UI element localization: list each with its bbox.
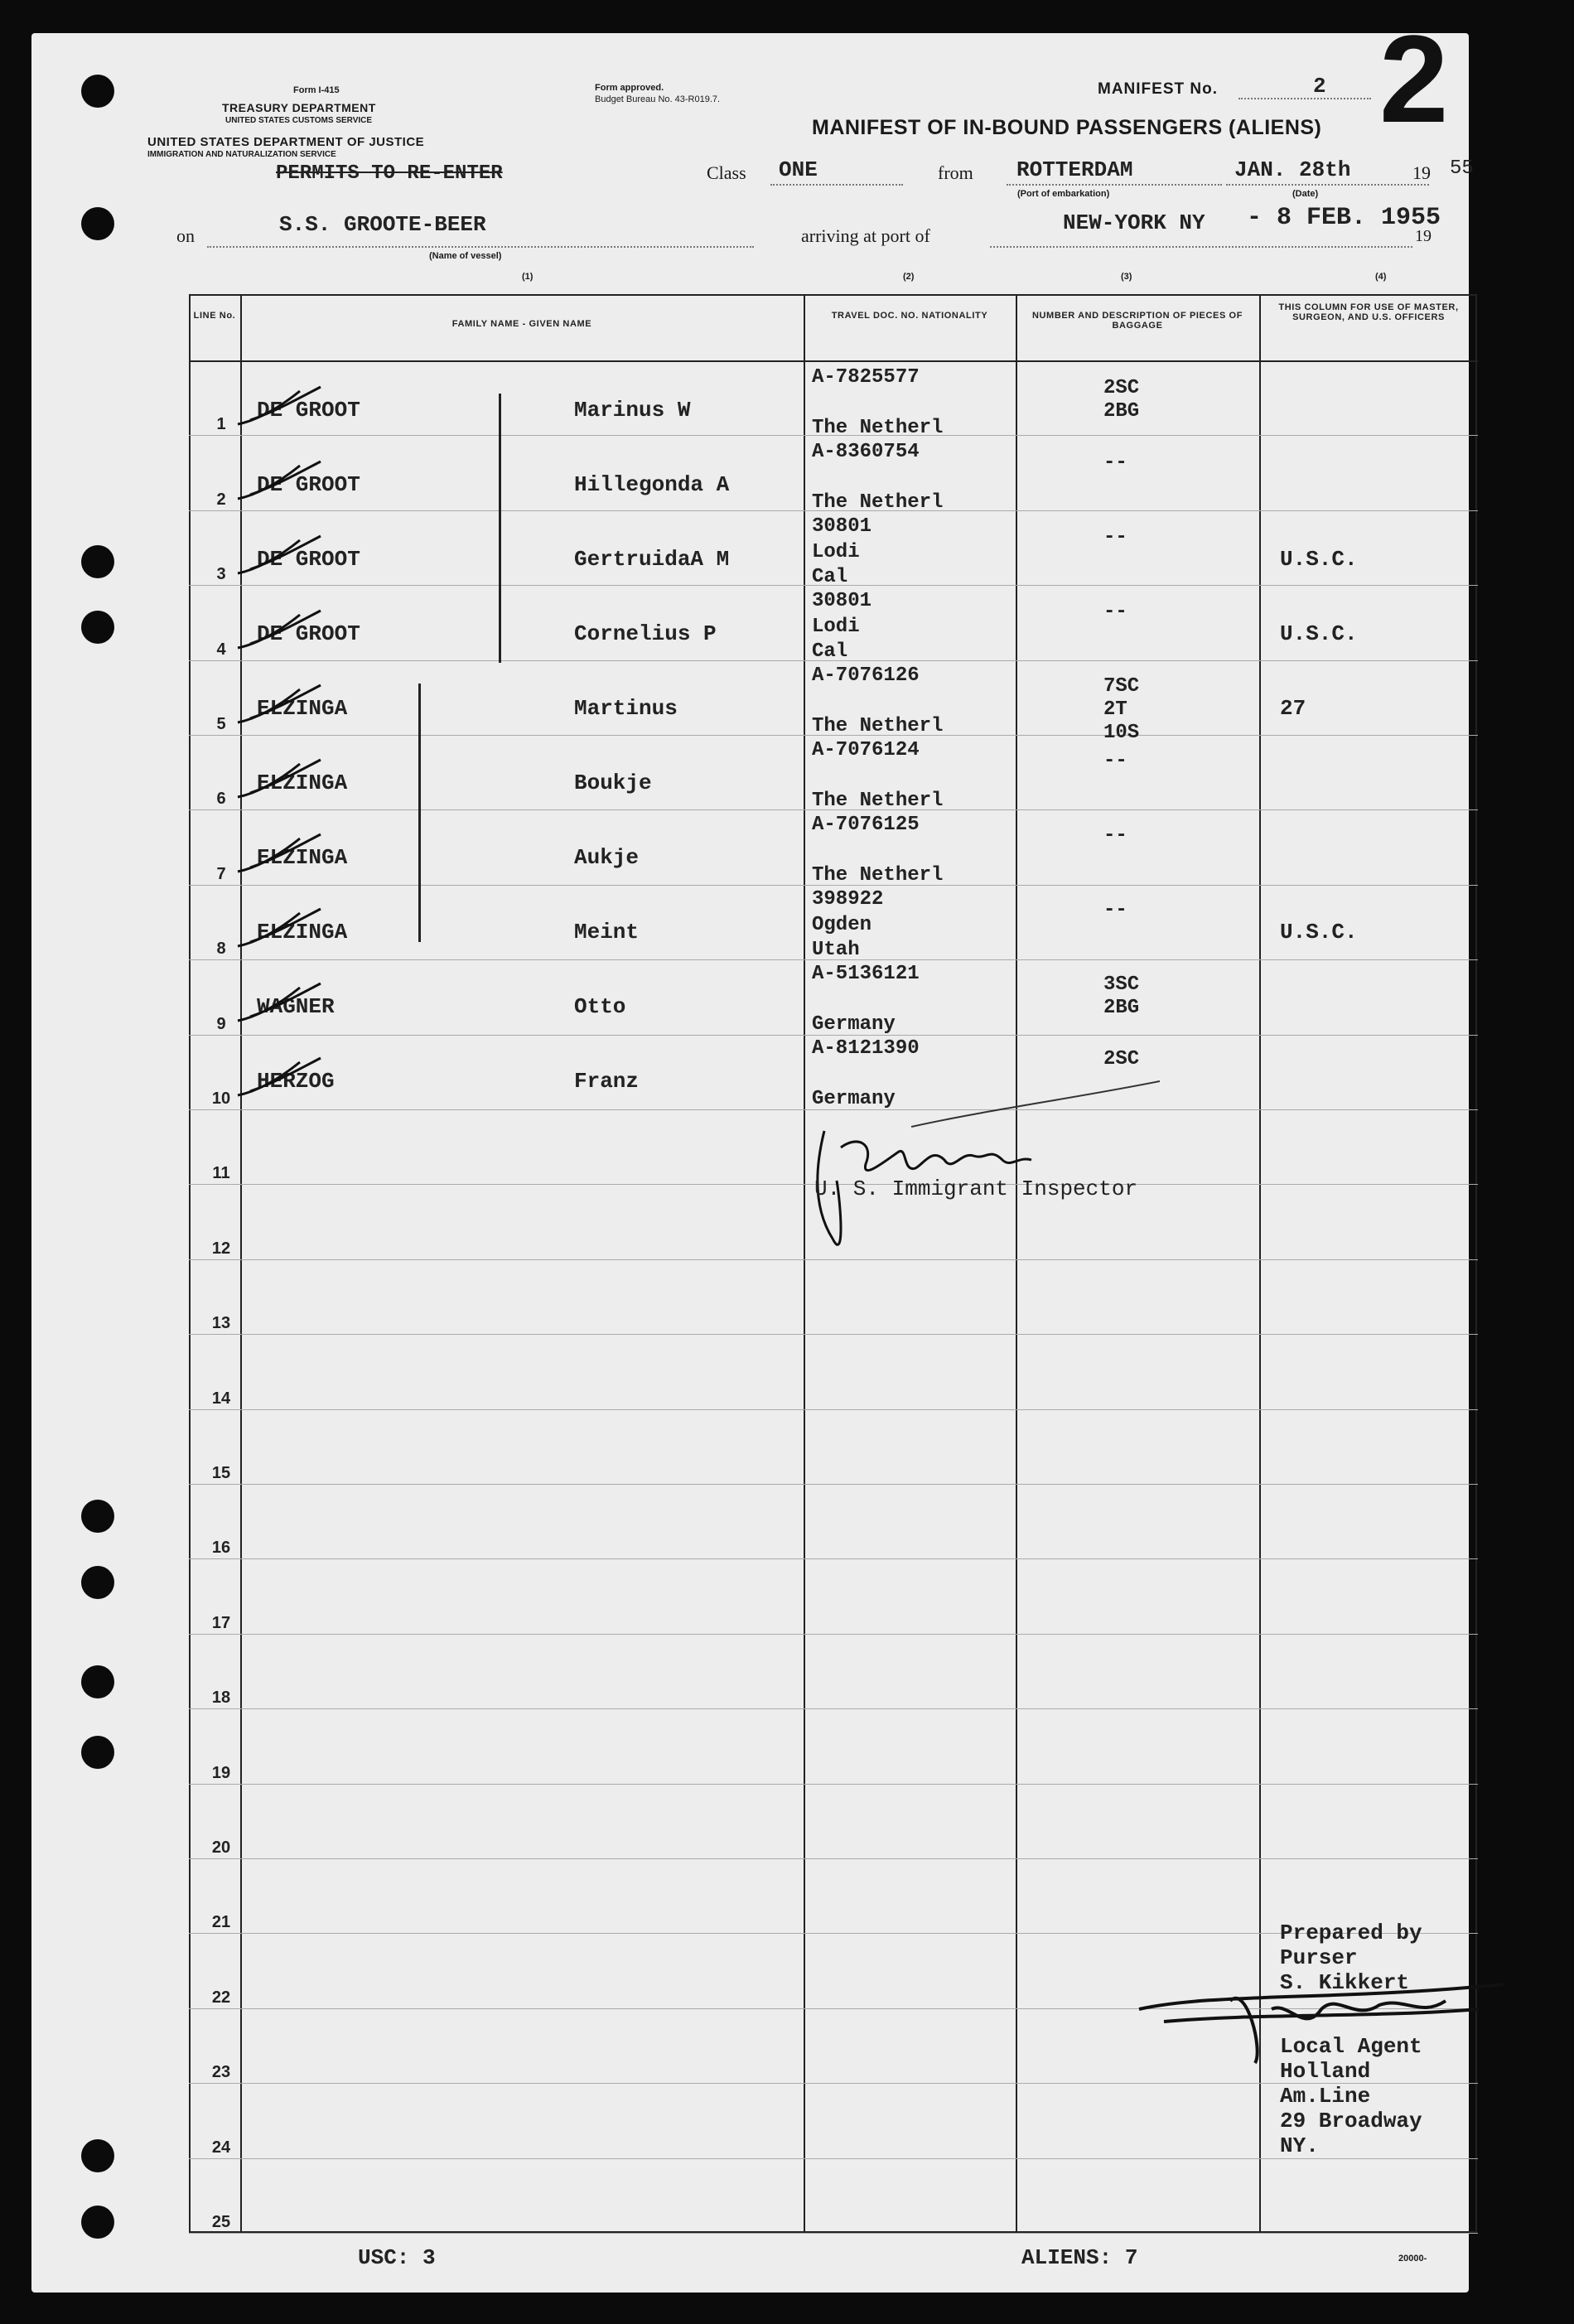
travel-doc-line: A-8360754 (812, 441, 920, 463)
form-number: Form I-415 (293, 85, 340, 95)
travel-doc-line: A-5136121 (812, 963, 920, 985)
baggage-line: 3SC (1103, 974, 1140, 996)
checkmark-icon (234, 681, 325, 731)
nationality: Germany (812, 1088, 896, 1110)
agent-line: 29 Broadway (1280, 2109, 1422, 2133)
arrival-year-suffix: 19 (1415, 227, 1432, 245)
class-label: Class (707, 162, 746, 183)
col-num-2: (2) (903, 272, 915, 282)
on-label: on (176, 225, 195, 246)
nationality: The Netherl (812, 864, 944, 887)
checkmark-icon (234, 1054, 325, 1104)
officer-note: U.S.C. (1280, 547, 1358, 572)
officer-note: 27 (1280, 696, 1306, 721)
nationality: Cal (812, 640, 848, 663)
nationality: Germany (812, 1013, 896, 1036)
arrival-port: NEW-YORK NY (1063, 210, 1205, 235)
aliens-total: ALIENS: 7 (1021, 2245, 1138, 2270)
given-name: Cornelius P (574, 621, 717, 646)
checkmark-icon (234, 979, 325, 1029)
baggage-line: 2BG (1103, 997, 1140, 1019)
officer-note: U.S.C. (1280, 621, 1358, 646)
manifest-title: MANIFEST OF IN-BOUND PASSENGERS (ALIENS) (812, 116, 1322, 139)
line-number: 7 (216, 864, 226, 883)
col-num-3: (3) (1121, 272, 1132, 282)
class-value: ONE (779, 157, 818, 182)
prepared-line: Prepared by (1280, 1921, 1422, 1945)
inspector-title: U. S. Immigrant Inspector (814, 1176, 1138, 1201)
travel-doc-line: A-7076126 (812, 664, 920, 687)
nationality: The Netherl (812, 715, 944, 737)
baggage-line: -- (1103, 601, 1127, 623)
travel-doc-line: Lodi (812, 616, 860, 638)
punch-hole (81, 1500, 114, 1533)
line-number: 19 (211, 1763, 231, 1782)
from-port: ROTTERDAM (1016, 157, 1133, 182)
baggage-line: 10S (1103, 722, 1140, 744)
family-bracket (418, 684, 421, 942)
date-caption: (Date) (1292, 189, 1319, 199)
punch-hole (81, 545, 114, 578)
row-rule (189, 1708, 1478, 1709)
nationality: The Netherl (812, 790, 944, 812)
checkmark-icon (234, 756, 325, 805)
col-family-name: FAMILY NAME - GIVEN NAME (451, 319, 592, 329)
punch-hole (81, 2139, 114, 2172)
header-rule (189, 360, 1478, 362)
line-number: 25 (211, 2213, 231, 2231)
manifest-no-label: MANIFEST No. (1098, 80, 1218, 98)
family-name: ELZINGA (257, 696, 348, 721)
arriving-label: arriving at port of (801, 225, 930, 246)
justice-dept: UNITED STATES DEPARTMENT OF JUSTICE (147, 135, 425, 149)
family-name: HERZOG (257, 1069, 335, 1094)
agent-line: Local Agent (1280, 2034, 1422, 2059)
punch-hole (81, 1736, 114, 1769)
nationality: The Netherl (812, 491, 944, 514)
row-rule (189, 1484, 1478, 1485)
col-baggage: NUMBER AND DESCRIPTION OF PIECES OF BAGGAGE (1031, 311, 1243, 331)
line-number: 14 (211, 1389, 231, 1408)
line-number: 24 (211, 2138, 231, 2157)
arrival-date-stamp: - 8 FEB. 1955 (1247, 204, 1441, 232)
travel-doc-line: A-8121390 (812, 1037, 920, 1060)
customs-service: UNITED STATES CUSTOMS SERVICE (225, 116, 373, 125)
travel-doc-line: A-7076124 (812, 739, 920, 761)
line-number: 16 (211, 1539, 231, 1558)
line-number: 1 (216, 415, 226, 434)
line-number: 6 (216, 790, 226, 809)
form-approved: Form approved. (595, 83, 664, 93)
checkmark-icon (234, 606, 325, 656)
family-bracket (499, 394, 501, 663)
prepared-line: Purser (1280, 1945, 1358, 1970)
nationality: The Netherl (812, 417, 944, 439)
given-name: GertruidaA M (574, 547, 730, 572)
col-travel-doc: TRAVEL DOC. NO. NATIONALITY (831, 311, 988, 321)
baggage-line: 2SC (1103, 377, 1140, 399)
punch-hole (81, 1665, 114, 1698)
given-name: Aukje (574, 845, 640, 870)
travel-doc-line: 30801 (812, 590, 872, 612)
given-name: Meint (574, 920, 640, 945)
year-suffix: 55 (1450, 157, 1474, 180)
family-name: ELZINGA (257, 845, 348, 870)
nationality: Cal (812, 566, 848, 588)
print-code: 20000- (1398, 2254, 1427, 2264)
line-number: 5 (216, 715, 226, 733)
given-name: Marinus W (574, 398, 691, 423)
usc-total: USC: 3 (358, 2245, 436, 2270)
year-prefix: 19 (1412, 162, 1431, 183)
baggage-line: -- (1103, 824, 1127, 847)
col-line-no: LINE No. (193, 311, 236, 321)
line-number: 10 (211, 1090, 231, 1108)
given-name: Boukje (574, 771, 652, 795)
checkmark-icon (234, 383, 325, 432)
col-officers: THIS COLUMN FOR USE OF MASTER, SURGEON, AND U.S. OFFICERS (1278, 302, 1459, 322)
agent-line: Am.Line (1280, 2084, 1371, 2109)
line-number: 15 (211, 1464, 231, 1482)
ink-stroke (911, 1077, 1160, 1135)
departure-date: JAN. 28th (1234, 157, 1351, 182)
prepared-line: S. Kikkert (1280, 1970, 1410, 1995)
line-number: 11 (212, 1164, 230, 1183)
line-number: 17 (211, 1613, 231, 1632)
row-rule (189, 2233, 1478, 2234)
travel-doc-line: 30801 (812, 515, 872, 538)
line-number: 21 (211, 1913, 231, 1932)
big-sheet-number: 2 (1379, 9, 1449, 148)
line-number: 3 (216, 565, 226, 584)
family-name: DE GROOT (257, 472, 360, 497)
punch-hole (81, 2206, 114, 2239)
manifest-no: 2 (1313, 74, 1326, 99)
row-rule (189, 1558, 1478, 1559)
col-num-4: (4) (1375, 272, 1387, 282)
baggage-line: -- (1103, 899, 1127, 921)
line-number: 12 (211, 1239, 231, 1258)
line-number: 2 (216, 490, 226, 509)
punch-hole (81, 1566, 114, 1599)
from-label: from (938, 162, 973, 183)
line-number: 4 (216, 640, 226, 659)
punch-hole (81, 207, 114, 240)
row-rule (189, 1634, 1478, 1635)
baggage-line: -- (1103, 526, 1127, 548)
agent-line: Holland (1280, 2059, 1371, 2084)
row-rule (189, 1858, 1478, 1859)
baggage-line: 2T (1103, 698, 1127, 721)
permits-heading: PERMITS TO RE-ENTER (276, 162, 503, 185)
line-number: 9 (216, 1014, 226, 1033)
line-number: 23 (211, 2063, 231, 2082)
baggage-line: -- (1103, 750, 1127, 772)
family-name: WAGNER (257, 994, 335, 1019)
local-agent-block (1280, 2034, 1422, 2158)
port-caption: (Port of embarkation) (1017, 189, 1110, 199)
baggage-line: -- (1103, 452, 1127, 474)
baggage-line: 7SC (1103, 675, 1140, 698)
family-name: ELZINGA (257, 920, 348, 945)
line-number: 8 (216, 940, 226, 959)
budget-bureau: Budget Bureau No. 43-R019.7. (595, 94, 721, 104)
col-num-1: (1) (522, 272, 534, 282)
travel-doc-line: Lodi (812, 541, 860, 563)
line-number: 22 (211, 1988, 231, 2007)
given-name: Hillegonda A (574, 472, 730, 497)
punch-hole (81, 611, 114, 644)
officer-note: U.S.C. (1280, 920, 1358, 945)
travel-doc-line: A-7076125 (812, 814, 920, 836)
travel-doc-line: A-7825577 (812, 366, 920, 389)
ins-service: IMMIGRATION AND NATURALIZATION SERVICE (147, 150, 336, 159)
checkmark-icon (234, 457, 325, 507)
punch-hole (81, 75, 114, 108)
checkmark-icon (234, 905, 325, 954)
line-number: 18 (211, 1689, 231, 1708)
vessel-caption: (Name of vessel) (429, 251, 502, 261)
vessel-name: S.S. GROOTE-BEER (279, 212, 486, 237)
family-name: DE GROOT (257, 547, 360, 572)
travel-doc-line: Ogden (812, 914, 872, 936)
family-name: DE GROOT (257, 621, 360, 646)
travel-doc-line: 398922 (812, 888, 884, 911)
row-rule (189, 1334, 1478, 1335)
checkmark-icon (234, 532, 325, 582)
checkmark-icon (234, 830, 325, 880)
nationality: Utah (812, 939, 860, 961)
line-number: 20 (211, 1838, 231, 1857)
family-name: DE GROOT (257, 398, 360, 423)
baggage-line: 2BG (1103, 400, 1140, 423)
family-name: ELZINGA (257, 771, 348, 795)
line-number: 13 (211, 1314, 231, 1333)
agent-line: NY. (1280, 2133, 1319, 2158)
row-rule (189, 1784, 1478, 1785)
row-rule (189, 1409, 1478, 1410)
given-name: Otto (574, 994, 626, 1019)
treasury-dept: TREASURY DEPARTMENT (222, 101, 376, 114)
given-name: Franz (574, 1069, 640, 1094)
baggage-line: 2SC (1103, 1048, 1140, 1070)
given-name: Martinus (574, 696, 678, 721)
